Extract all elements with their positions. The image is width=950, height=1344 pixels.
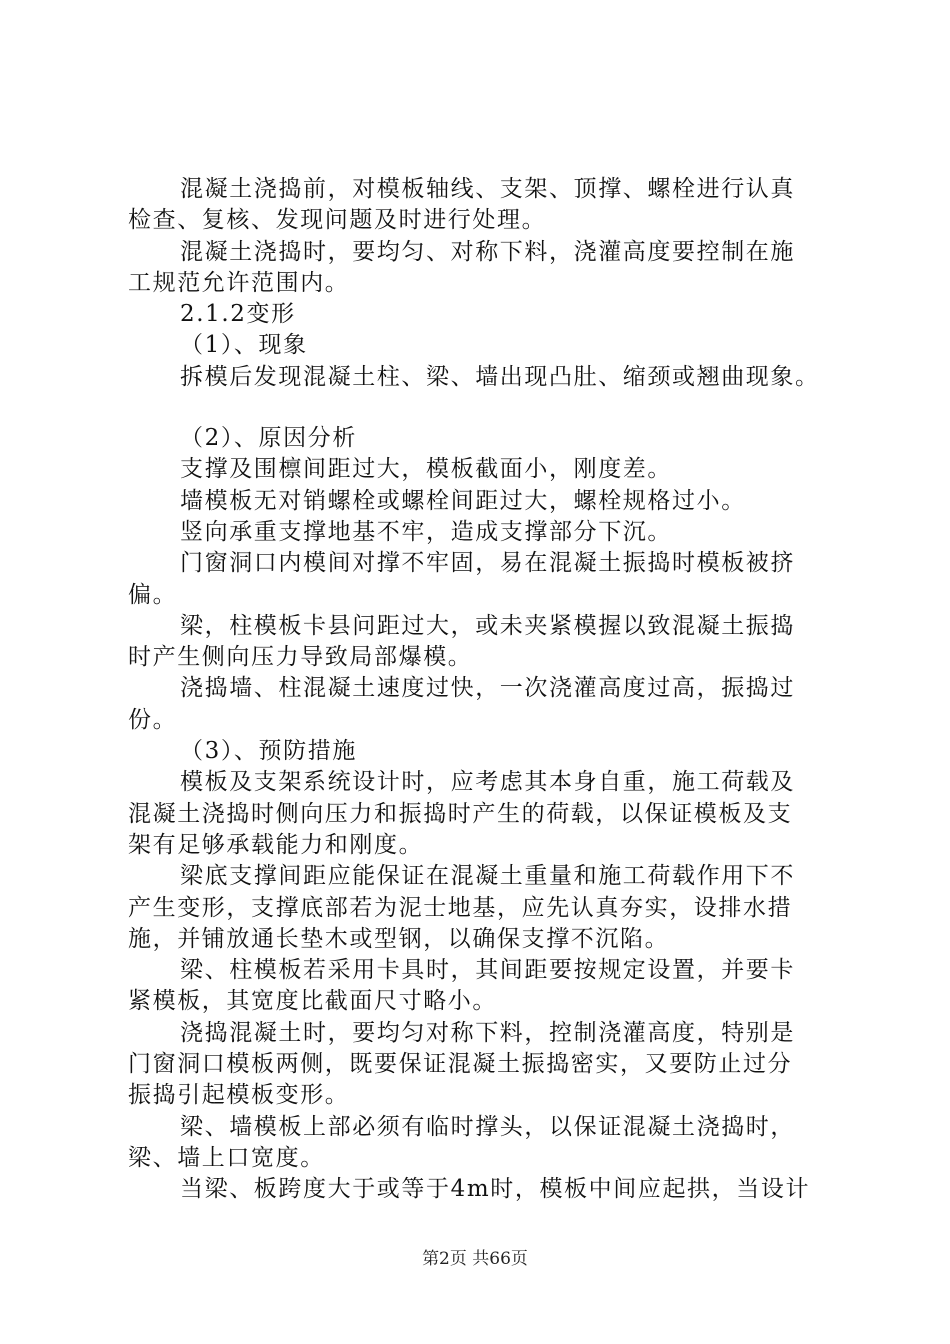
document-body: [128, 174, 840, 1206]
paragraph-line: 检查、复核、发现问题及时进行处理。: [128, 207, 547, 234]
paragraph-line: 时产生侧向压力导致局部爆模。: [128, 644, 473, 671]
paragraph-line: 梁底支撑间距应能保证在混凝土重量和施工荷载作用下不: [180, 863, 795, 890]
paragraph-line: 混凝土浇捣时侧向压力和振捣时产生的荷载，以保证模板及支: [128, 800, 793, 827]
paragraph-line: 梁、柱模板若采用卡具时，其间距要按规定设置，并要卡: [180, 957, 795, 984]
paragraph-line: 偏。: [128, 581, 178, 608]
blank-line: [128, 393, 840, 423]
paragraph-line: 振捣引起模板变形。: [128, 1082, 350, 1109]
page-footer: [0, 1244, 950, 1269]
paragraph-line: 墙模板无对销螺栓或螺栓间距过大，螺栓规格过小。: [180, 487, 746, 514]
paragraph-line: 门窗洞口模板两侧，既要保证混凝土振捣密实，又要防止过分: [128, 1051, 793, 1078]
subsection-heading: （3）、预防措施: [180, 738, 357, 765]
paragraph-line: 梁，柱模板卡县问距过大，或未夹紧模握以致混凝土振捣: [180, 612, 795, 639]
paragraph-line: 浇捣墙、柱混凝土速度过快，一次浇灌高度过高，振捣过: [180, 675, 795, 702]
paragraph-line: 份。: [128, 706, 178, 733]
paragraph-line: 架有足够承载能力和刚度。: [128, 831, 424, 858]
paragraph-line: 支撑及围檩间距过大，模板截面小，刚度差。: [180, 456, 672, 483]
section-heading: 2.1.2变形: [180, 301, 296, 328]
subsection-heading: （2）、原因分析: [180, 425, 357, 452]
paragraph-line: 混凝土浇捣时，要均匀、对称下料，浇灌高度要控制在施: [180, 238, 795, 265]
paragraph-line: 竖向承重支撑地基不牢，造成支撑部分下沉。: [180, 518, 672, 545]
paragraph-line: 梁、墙上口宽度。: [128, 1144, 325, 1171]
paragraph-line: 模板及支架系统设计时，应考虑其本身自重，施工荷载及: [180, 769, 795, 796]
paragraph-line: 工规范允许范围内。: [128, 269, 350, 296]
paragraph-line: 门窗洞口内模间对撑不牢固，易在混凝土振捣时模板被挤: [180, 550, 795, 577]
paragraph-line: 当梁、板跨度大于或等于4m时，模板中间应起拱，当设计: [180, 1176, 811, 1203]
paragraph-line: 混凝土浇捣前，对模板轴线、支架、顶撑、螺栓进行认真: [180, 176, 795, 202]
paragraph-line: 梁、墙模板上部必须有临时撑头，以保证混凝土浇捣时，: [180, 1113, 795, 1140]
paragraph-line: 施，并铺放通长垫木或型钢，以确保支撑不沉陷。: [128, 925, 670, 952]
paragraph-line: 产生变形，支撑底部若为泥士地基，应先认真夯实，设排水措: [128, 894, 793, 921]
paragraph-line: 拆模后发现混凝土柱、梁、墙出现凸肚、缩颈或翘曲现象。: [180, 363, 820, 390]
subsection-heading: （1）、现象: [180, 332, 308, 359]
page-number-label: 第2页 共66页: [422, 1249, 528, 1269]
paragraph-line: 紧模板，其宽度比截面尺寸略小。: [128, 988, 497, 1015]
paragraph-line: 浇捣混凝土时，要均匀对称下料，控制浇灌高度，特别是: [180, 1019, 795, 1046]
